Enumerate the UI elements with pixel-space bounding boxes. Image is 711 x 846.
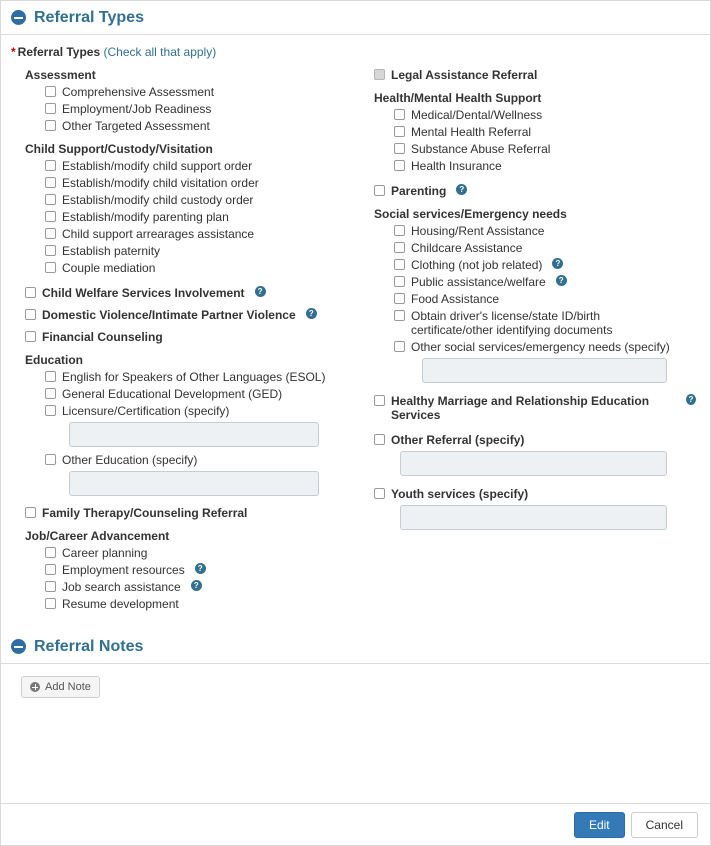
checkbox-icon[interactable] [45,245,56,256]
checkbox-icon[interactable] [394,310,405,321]
checkbox-label: Mental Health Referral [411,125,532,139]
checkbox-icon[interactable] [45,120,56,131]
checkbox-childcare-assistance[interactable] [374,241,696,255]
cancel-button[interactable]: Cancel [631,812,698,838]
checkbox-domestic-violence[interactable] [25,308,366,322]
other-social-services-input[interactable] [422,358,667,383]
checkbox-medical-dental-wellness[interactable] [374,108,696,122]
checkbox-icon[interactable] [374,395,385,406]
checkbox-label: Other Targeted Assessment [62,119,210,133]
referral-notes-section-header[interactable] [1,630,710,664]
checkbox-icon[interactable] [394,293,405,304]
youth-services-input[interactable] [400,505,667,530]
group-title-education: Education [25,353,84,367]
checkbox-label: Comprehensive Assessment [62,85,215,99]
checkbox-public-assistance-welfare[interactable] [374,275,696,289]
referral-types-columns [1,61,710,614]
licensure-certification-input[interactable] [69,422,319,447]
checkbox-child-support-arrearages[interactable] [25,227,366,241]
checkbox-ged[interactable] [25,387,366,401]
group-title-health-mental-health-support: Health/Mental Health Support [374,91,542,105]
edit-button[interactable]: Edit [574,812,625,838]
help-icon[interactable]: ? [552,258,563,269]
checkbox-icon[interactable] [394,143,405,154]
checkbox-label: Obtain driver's license/state ID/birth certificate/other identifying documents [411,309,613,337]
checkbox-label: Housing/Rent Assistance [411,224,545,238]
checkbox-housing-rent-assistance[interactable] [374,224,696,238]
checkbox-resume-development[interactable] [25,597,366,611]
help-icon[interactable]: ? [191,580,202,591]
help-icon[interactable]: ? [255,286,266,297]
checkbox-label: Establish/modify child visitation order [62,176,259,190]
help-icon[interactable]: ? [556,275,567,286]
group-title-child-support: Child Support/Custody/Visitation [25,142,213,156]
checkbox-label: English for Speakers of Other Languages (ESOL) [62,370,326,384]
minus-circle-icon[interactable] [11,10,26,25]
checkbox-icon[interactable] [45,160,56,171]
footer-bar [1,803,710,845]
checkbox-esol[interactable] [25,370,366,384]
checkbox-icon[interactable] [45,598,56,609]
checkbox-other-social-services[interactable] [374,340,696,354]
checkbox-icon[interactable] [45,371,56,382]
required-field-hint: (Check all that apply) [103,45,217,59]
checkbox-icon[interactable] [45,564,56,575]
checkbox-icon[interactable] [45,388,56,399]
checkbox-icon[interactable] [394,160,405,171]
checkbox-icon[interactable] [45,454,56,465]
checkbox-icon[interactable] [394,242,405,253]
checkbox-icon[interactable] [25,287,36,298]
left-column [11,65,366,614]
checkbox-icon[interactable] [394,259,405,270]
checkbox-establish-child-visitation-order[interactable] [25,176,366,190]
help-icon[interactable]: ? [686,394,696,405]
checkbox-label: Substance Abuse Referral [411,142,551,156]
checkbox-icon[interactable] [45,228,56,239]
checkbox-label: Employment/Job Readiness [62,102,212,116]
group-title-social-services: Social services/Emergency needs [374,207,567,221]
minus-circle-icon[interactable] [11,639,26,654]
checkbox-icon[interactable] [394,109,405,120]
checkbox-icon[interactable] [45,103,56,114]
checkbox-child-welfare-services-involvement[interactable] [25,286,366,300]
checkbox-label: Job search assistance [62,580,181,594]
checkbox-job-search-assistance[interactable] [25,580,366,594]
checkbox-icon[interactable] [394,225,405,236]
required-asterisk: * [11,45,16,59]
checkbox-employment-resources[interactable] [25,563,366,577]
checkbox-label: Other Education (specify) [62,453,198,467]
help-icon[interactable]: ? [456,184,467,195]
group-title-assessment: Assessment [25,68,96,82]
checkbox-icon[interactable] [25,507,36,518]
help-icon[interactable]: ? [306,308,317,319]
checkbox-label: Establish/modify child support order [62,159,253,173]
checkbox-label: Other social services/emergency needs (specify) [411,340,670,354]
checkbox-couple-mediation[interactable] [25,261,366,275]
checkbox-icon[interactable] [25,309,36,320]
checkbox-icon[interactable] [374,488,385,499]
checkbox-label: Food Assistance [411,292,500,306]
checkbox-label: Couple mediation [62,261,156,275]
checkbox-label: Employment resources [62,563,185,577]
checkbox-licensure-certification[interactable] [25,404,366,418]
checkbox-health-insurance[interactable] [374,159,696,173]
other-referral-input[interactable] [400,451,667,476]
checkbox-icon[interactable] [394,341,405,352]
checkbox-label: Youth services (specify) [391,487,529,501]
checkbox-label: Resume development [62,597,179,611]
checkbox-label: General Educational Development (GED) [62,387,283,401]
checkbox-other-education[interactable] [25,453,366,467]
checkbox-label: Establish paternity [62,244,161,258]
plus-circle-icon [30,682,40,692]
checkbox-other-referral[interactable] [374,433,696,447]
checkbox-family-therapy-counseling-referral[interactable] [25,506,366,520]
checkbox-icon[interactable] [394,276,405,287]
checkbox-label: Financial Counseling [42,330,163,344]
checkbox-icon[interactable] [45,177,56,188]
checkbox-label: Public assistance/welfare [411,275,546,289]
checkbox-label: Career planning [62,546,148,560]
checkbox-icon[interactable] [45,262,56,273]
checkbox-icon[interactable] [394,126,405,137]
checkbox-label: Medical/Dental/Wellness [411,108,543,122]
checkbox-food-assistance[interactable] [374,292,696,306]
checkbox-label: Family Therapy/Counseling Referral [42,506,248,520]
checkbox-label: Domestic Violence/Intimate Partner Violence [42,308,296,322]
checkbox-label: Child Welfare Services Involvement [42,286,245,300]
checkbox-label: Healthy Marriage and Relationship Education Services [391,394,650,422]
referral-types-section-header[interactable] [1,1,710,35]
page-title: Referral Types [34,8,144,26]
checkbox-establish-paternity[interactable] [25,244,366,258]
checkbox-clothing-not-job-related[interactable] [374,258,696,272]
checkbox-financial-counseling[interactable] [25,330,366,344]
checkbox-substance-abuse-referral[interactable] [374,142,696,156]
add-note-label: Add Note [45,681,91,693]
checkbox-label: Childcare Assistance [411,241,523,255]
right-column [366,65,696,614]
checkbox-icon[interactable] [45,194,56,205]
add-note-button[interactable] [21,676,100,698]
checkbox-obtain-identifying-documents[interactable] [374,309,659,337]
checkbox-icon[interactable] [45,86,56,97]
other-education-input[interactable] [69,471,319,496]
checkbox-label: Clothing (not job related) [411,258,543,272]
checkbox-icon[interactable] [374,434,385,445]
checkbox-label: Health Insurance [411,159,502,173]
checkbox-label: Parenting [391,184,447,198]
checkbox-parenting[interactable] [374,184,696,198]
required-field-label: Referral Types [17,45,101,59]
group-title-job-career-advancement: Job/Career Advancement [25,529,170,543]
checkbox-label: Child support arrearages assistance [62,227,255,241]
checkbox-label: Establish/modify parenting plan [62,210,229,224]
checkbox-label: Licensure/Certification (specify) [62,404,230,418]
required-field-line [1,35,710,61]
checkbox-employment-job-readiness[interactable] [25,102,366,116]
checkbox-icon[interactable] [25,331,36,342]
referral-notes-title: Referral Notes [34,637,144,655]
checkbox-label: Legal Assistance Referral [391,68,538,82]
help-icon[interactable]: ? [195,563,206,574]
checkbox-establish-parenting-plan[interactable] [25,210,366,224]
checkbox-icon[interactable] [374,69,385,80]
checkbox-icon[interactable] [45,405,56,416]
checkbox-mental-health-referral[interactable] [374,125,696,139]
checkbox-career-planning[interactable] [25,546,366,560]
checkbox-label: Establish/modify child custody order [62,193,254,207]
checkbox-icon[interactable] [374,185,385,196]
checkbox-establish-child-custody-order[interactable] [25,193,366,207]
checkbox-healthy-marriage-education-services[interactable] [374,394,696,422]
checkbox-other-targeted-assessment[interactable] [25,119,366,133]
checkbox-comprehensive-assessment[interactable] [25,85,366,99]
checkbox-youth-services[interactable] [374,487,696,501]
checkbox-label: Other Referral (specify) [391,433,525,447]
checkbox-icon[interactable] [45,581,56,592]
checkbox-establish-child-support-order[interactable] [25,159,366,173]
checkbox-legal-assistance-referral[interactable] [374,68,696,82]
checkbox-icon[interactable] [45,211,56,222]
checkbox-icon[interactable] [45,547,56,558]
